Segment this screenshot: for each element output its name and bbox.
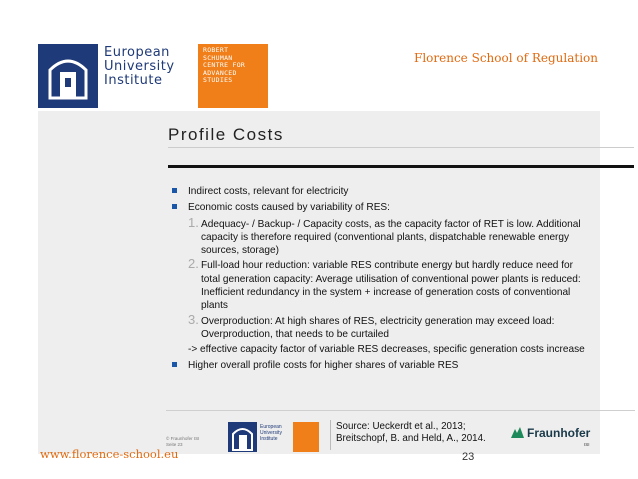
bullet-list	[171, 185, 591, 375]
school-name: Florence School of Regulation	[414, 51, 598, 65]
header-banner	[38, 44, 600, 111]
bullet-square-icon	[172, 188, 177, 193]
bullet-item: Indirect costs, relevant for electricity	[171, 185, 591, 198]
site-url[interactable]: www.florence-school.eu	[40, 447, 179, 461]
title-divider	[168, 147, 634, 148]
source-divider	[330, 420, 331, 450]
numbered-item: 1. Adequacy- / Backup- / Capacity costs, as the capacity factor of RET is low. Additional capacity is therefore required (conventional plants, dispatchable renewable energy sources, storage)	[188, 214, 581, 257]
rsc-logo: ROBERT SCHUMAN CENTRE FOR ADVANCED STUDIES	[198, 44, 268, 108]
mini-institute-name: European University Institute	[260, 424, 282, 442]
copyright: © Fraunhofer ISI Seite 23	[166, 436, 200, 447]
title-rule	[168, 165, 634, 168]
conclusion-text: -> effective capacity factor of variable RES decreases, specific generation costs increase	[188, 344, 585, 356]
bullet-square-icon	[172, 204, 177, 209]
bullet-square-icon	[172, 362, 177, 367]
source-citation: Source: Ueckerdt et al., 2013; Breitschopf, B. and Held, A., 2014.	[336, 421, 486, 444]
rsc-mini-logo	[293, 422, 319, 452]
bullet-item: Higher overall profile costs for higher shares of variable RES	[171, 359, 591, 372]
footer-divider	[166, 410, 635, 411]
fraunhofer-isi: ISI	[584, 442, 590, 447]
building-icon	[46, 54, 90, 100]
bullet-item: Economic costs caused by variability of RES:	[171, 201, 591, 214]
fraunhofer-brand: Fraunhofer	[527, 426, 591, 440]
page-number: 23	[462, 451, 475, 463]
numbered-item: 3. Overproduction: At high shares of RES, electricity generation may exceed load: Overproduction, that needs to be curtailed	[188, 311, 555, 340]
institute-name: European University Institute	[104, 45, 175, 88]
eui-logo-icon	[38, 44, 98, 108]
slide-title: Profile Costs	[168, 125, 284, 144]
eui-mini-logo-icon	[228, 422, 257, 452]
slide-content	[38, 111, 600, 454]
numbered-item: 2. Full-load hour reduction: variable RES contribute energy but hardly reduce need for total generation capacity: Average utilisation of conventional power plants is reduced: Inefficient redundancy in the system + increase of generation costs of conventional plants	[188, 256, 581, 312]
